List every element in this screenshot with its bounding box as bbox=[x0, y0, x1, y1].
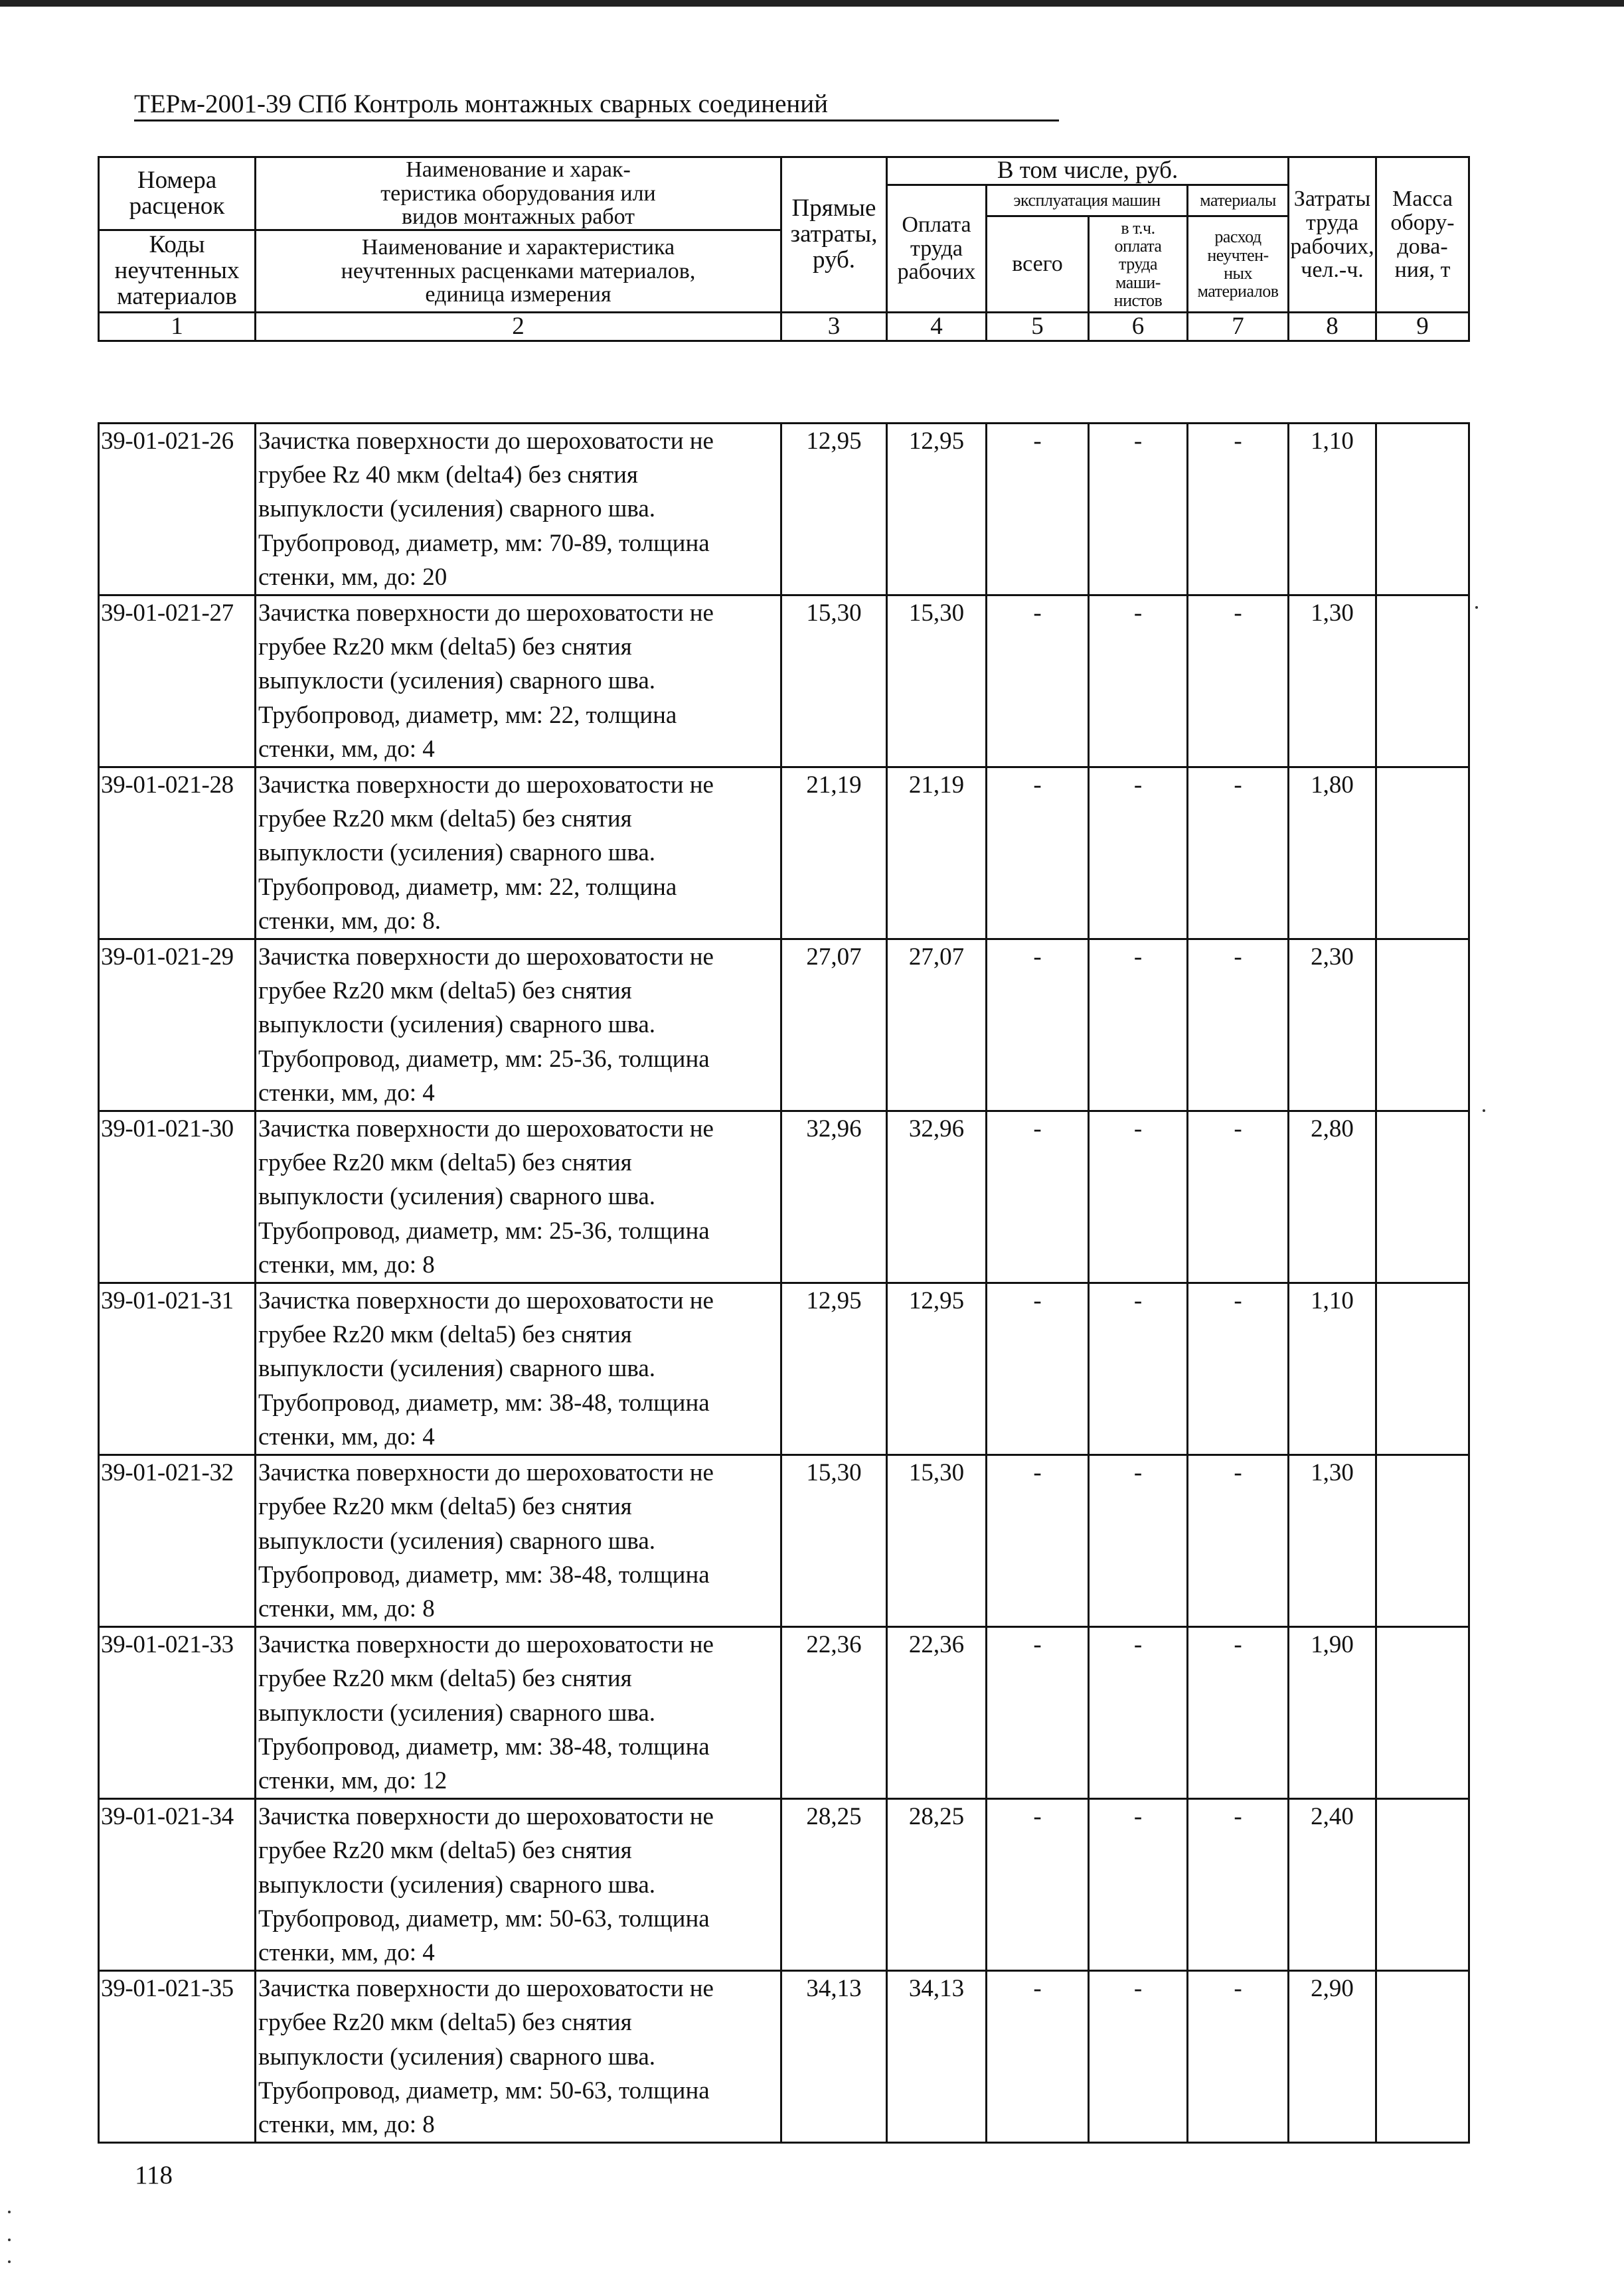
column-number: 8 bbox=[1289, 313, 1376, 341]
description-line: стенки, мм, до: 4 bbox=[258, 735, 435, 763]
header-line: Прямые bbox=[791, 195, 876, 222]
work-description bbox=[256, 1799, 781, 1971]
equipment-mass-value bbox=[1376, 1455, 1469, 1627]
description-line: выпуклости (усиления) сварного шва. bbox=[258, 667, 656, 695]
direct-costs-value: 34,13 bbox=[781, 1971, 887, 2143]
labor-hours-value: 1,30 bbox=[1289, 1455, 1376, 1627]
header-line: теристика оборудования или bbox=[380, 181, 656, 206]
machines-total-value: - bbox=[987, 424, 1089, 595]
rate-code: 39-01-021-30 bbox=[99, 1111, 256, 1283]
machinist-wages-value: - bbox=[1089, 424, 1188, 595]
labor-wages-value: 32,96 bbox=[887, 1111, 987, 1283]
header-line: единица измерения bbox=[425, 282, 611, 307]
equipment-mass-value bbox=[1376, 595, 1469, 767]
column-number: 4 bbox=[887, 313, 987, 341]
header-line: видов монтажных работ bbox=[401, 204, 635, 230]
header-line: труда bbox=[1305, 210, 1359, 235]
header-line: Масса bbox=[1392, 187, 1453, 212]
description-line: Трубопровод, диаметр, мм: 38-48, толщина bbox=[258, 1561, 710, 1589]
rate-code: 39-01-021-31 bbox=[99, 1283, 256, 1455]
description-line: выпуклости (усиления) сварного шва. bbox=[258, 1183, 656, 1211]
table-header bbox=[98, 156, 1470, 342]
labor-wages-value: 15,30 bbox=[887, 595, 987, 767]
header-material-codes bbox=[99, 230, 256, 313]
direct-costs-value: 15,30 bbox=[781, 1455, 887, 1627]
header-rate-numbers bbox=[99, 157, 256, 230]
labor-wages-value: 34,13 bbox=[887, 1971, 987, 2143]
description-line: стенки, мм, до: 8. bbox=[258, 907, 442, 935]
description-line: Зачистка поверхности до шероховатости не bbox=[258, 1115, 714, 1143]
work-description bbox=[256, 595, 781, 767]
header-line: материалов bbox=[117, 282, 237, 310]
work-description bbox=[256, 939, 781, 1111]
machinist-wages-value: - bbox=[1089, 595, 1188, 767]
materials-value: - bbox=[1188, 1971, 1289, 2143]
machines-total-value: - bbox=[987, 1799, 1089, 1971]
header-line: рабочих, bbox=[1290, 234, 1374, 259]
materials-value: - bbox=[1188, 767, 1289, 939]
description-line: грубее Rz20 мкм (delta5) без снятия bbox=[258, 1321, 632, 1349]
direct-costs-value: 15,30 bbox=[781, 595, 887, 767]
column-number: 2 bbox=[256, 313, 781, 341]
equipment-mass-value bbox=[1376, 1283, 1469, 1455]
description-line: выпуклости (усиления) сварного шва. bbox=[258, 495, 656, 523]
header-line: расценок bbox=[129, 192, 225, 220]
table-row bbox=[99, 939, 1469, 1111]
description-line: выпуклости (усиления) сварного шва. bbox=[258, 1871, 656, 1899]
table-row bbox=[99, 1111, 1469, 1283]
description-line: Трубопровод, диаметр, мм: 25-36, толщина bbox=[258, 1045, 710, 1073]
labor-hours-value: 2,40 bbox=[1289, 1799, 1376, 1971]
equipment-mass-value bbox=[1376, 939, 1469, 1111]
labor-hours-value: 1,80 bbox=[1289, 767, 1376, 939]
labor-wages-value: 22,36 bbox=[887, 1627, 987, 1799]
description-line: Зачистка поверхности до шероховатости не bbox=[258, 428, 714, 455]
header-worker-wages bbox=[887, 185, 987, 313]
header-line: руб. bbox=[812, 246, 856, 274]
work-description bbox=[256, 1971, 781, 2143]
description-line: стенки, мм, до: 8 bbox=[258, 2110, 435, 2138]
materials-value: - bbox=[1188, 1455, 1289, 1627]
description-line: грубее Rz20 мкм (delta5) без снятия bbox=[258, 977, 632, 1005]
machinist-wages-value: - bbox=[1089, 939, 1188, 1111]
table-row bbox=[99, 1455, 1469, 1627]
description-line: Зачистка поверхности до шероховатости не bbox=[258, 1975, 714, 2003]
description-line: выпуклости (усиления) сварного шва. bbox=[258, 1527, 656, 1555]
header-line: расход bbox=[1214, 227, 1261, 247]
machines-total-value: - bbox=[987, 767, 1089, 939]
description-line: Трубопровод, диаметр, мм: 22, толщина bbox=[258, 873, 677, 901]
description-line: стенки, мм, до: 8 bbox=[258, 1595, 435, 1622]
machinist-wages-value: - bbox=[1089, 1627, 1188, 1799]
header-line: ных bbox=[1224, 264, 1252, 283]
description-line: Трубопровод, диаметр, мм: 22, толщина bbox=[258, 701, 677, 729]
header-line: Номера bbox=[137, 166, 217, 194]
header-line: чел.-ч. bbox=[1301, 258, 1364, 283]
description-line: грубее Rz20 мкм (delta5) без снятия bbox=[258, 633, 632, 661]
description-line: Трубопровод, диаметр, мм: 38-48, толщина bbox=[258, 1733, 710, 1761]
description-line: Трубопровод, диаметр, мм: 25-36, толщина bbox=[258, 1217, 710, 1245]
header-line: Наименование и характеристика bbox=[361, 235, 675, 260]
description-line: выпуклости (усиления) сварного шва. bbox=[258, 1355, 656, 1383]
column-number: 5 bbox=[987, 313, 1089, 341]
header-machines-total: всего bbox=[987, 216, 1089, 313]
description-line: выпуклости (усиления) сварного шва. bbox=[258, 2043, 656, 2071]
scan-speck bbox=[1483, 1109, 1485, 1112]
column-number: 3 bbox=[781, 313, 887, 341]
description-line: Зачистка поверхности до шероховатости не bbox=[258, 1803, 714, 1831]
description-line: Зачистка поверхности до шероховатости не bbox=[258, 1287, 714, 1315]
equipment-mass-value bbox=[1376, 1111, 1469, 1283]
table-row bbox=[99, 1283, 1469, 1455]
header-unaccounted-materials bbox=[1188, 216, 1289, 313]
header-line: неучтенных расценками материалов, bbox=[341, 258, 696, 283]
rate-code: 39-01-021-29 bbox=[99, 939, 256, 1111]
header-line: затраты, bbox=[790, 220, 878, 248]
rates-table bbox=[98, 422, 1470, 2144]
header-material-name bbox=[256, 230, 781, 313]
header-line: обору- bbox=[1390, 210, 1455, 235]
header-equipment-mass bbox=[1376, 157, 1469, 313]
machinist-wages-value: - bbox=[1089, 1455, 1188, 1627]
description-line: Зачистка поверхности до шероховатости не bbox=[258, 599, 714, 627]
title-underline bbox=[134, 119, 1059, 121]
equipment-mass-value bbox=[1376, 1627, 1469, 1799]
rate-code: 39-01-021-34 bbox=[99, 1799, 256, 1971]
header-machinist-wages bbox=[1089, 216, 1188, 313]
labor-hours-value: 2,30 bbox=[1289, 939, 1376, 1111]
direct-costs-value: 32,96 bbox=[781, 1111, 887, 1283]
description-line: грубее Rz20 мкм (delta5) без снятия bbox=[258, 1149, 632, 1177]
machines-total-value: - bbox=[987, 1111, 1089, 1283]
header-line: материалов bbox=[1197, 281, 1279, 301]
description-line: стенки, мм, до: 8 bbox=[258, 1251, 435, 1279]
header-line: маши- bbox=[1115, 272, 1161, 292]
header-materials-group: материалы bbox=[1188, 185, 1289, 216]
scan-speck bbox=[8, 2239, 11, 2241]
description-line: грубее Rz20 мкм (delta5) без снятия bbox=[258, 805, 632, 833]
column-number: 7 bbox=[1188, 313, 1289, 341]
equipment-mass-value bbox=[1376, 424, 1469, 595]
materials-value: - bbox=[1188, 424, 1289, 595]
machines-total-value: - bbox=[987, 1283, 1089, 1455]
description-line: грубее Rz20 мкм (delta5) без снятия bbox=[258, 1837, 632, 1865]
equipment-mass-value bbox=[1376, 1971, 1469, 2143]
header-line: в т.ч. bbox=[1121, 218, 1155, 238]
description-line: грубее Rz20 мкм (delta5) без снятия bbox=[258, 2009, 632, 2037]
description-line: Трубопровод, диаметр, мм: 50-63, толщина bbox=[258, 2077, 710, 2104]
header-line: труда bbox=[1119, 254, 1157, 274]
description-line: Зачистка поверхности до шероховатости не bbox=[258, 1631, 714, 1659]
direct-costs-value: 22,36 bbox=[781, 1627, 887, 1799]
rate-code: 39-01-021-26 bbox=[99, 424, 256, 595]
equipment-mass-value bbox=[1376, 767, 1469, 939]
description-line: стенки, мм, до: 4 bbox=[258, 1938, 435, 1966]
rate-code: 39-01-021-35 bbox=[99, 1971, 256, 2143]
direct-costs-value: 12,95 bbox=[781, 424, 887, 595]
header-line: ния, т bbox=[1394, 258, 1451, 283]
labor-hours-value: 1,10 bbox=[1289, 424, 1376, 595]
description-line: Трубопровод, диаметр, мм: 38-48, толщина bbox=[258, 1389, 710, 1417]
materials-value: - bbox=[1188, 939, 1289, 1111]
description-line: Зачистка поверхности до шероховатости не bbox=[258, 1459, 714, 1487]
document-title: ТЕРм-2001-39 СПб Контроль монтажных сварных соединений bbox=[134, 90, 829, 118]
materials-value: - bbox=[1188, 1283, 1289, 1455]
labor-hours-value: 2,80 bbox=[1289, 1111, 1376, 1283]
machinist-wages-value: - bbox=[1089, 1971, 1188, 2143]
column-number: 6 bbox=[1089, 313, 1188, 341]
header-labor-hours bbox=[1289, 157, 1376, 313]
equipment-mass-value bbox=[1376, 1799, 1469, 1971]
direct-costs-value: 21,19 bbox=[781, 767, 887, 939]
header-machines-group: эксплуатация машин bbox=[987, 185, 1188, 216]
labor-wages-value: 12,95 bbox=[887, 1283, 987, 1455]
description-line: выпуклости (усиления) сварного шва. bbox=[258, 1699, 656, 1727]
header-line: труда bbox=[910, 236, 963, 261]
labor-hours-value: 1,90 bbox=[1289, 1627, 1376, 1799]
header-line: дова- bbox=[1397, 234, 1448, 259]
direct-costs-value: 28,25 bbox=[781, 1799, 887, 1971]
work-description bbox=[256, 767, 781, 939]
header-including-group: В том числе, руб. bbox=[887, 157, 1289, 185]
table-row bbox=[99, 1971, 1469, 2143]
header-direct-costs bbox=[781, 157, 887, 313]
header-line: Наименование и харак- bbox=[406, 157, 631, 182]
rate-code: 39-01-021-32 bbox=[99, 1455, 256, 1627]
table-row bbox=[99, 424, 1469, 595]
column-number: 1 bbox=[99, 313, 256, 341]
description-line: грубее Rz 40 мкм (delta4) без снятия bbox=[258, 461, 638, 489]
materials-value: - bbox=[1188, 1111, 1289, 1283]
work-description bbox=[256, 1111, 781, 1283]
description-line: стенки, мм, до: 4 bbox=[258, 1423, 435, 1451]
header-line: неучтенных bbox=[114, 257, 240, 285]
header-line: неучтен- bbox=[1207, 245, 1269, 265]
materials-value: - bbox=[1188, 595, 1289, 767]
header-line: Оплата bbox=[902, 212, 971, 237]
header-line: оплата bbox=[1114, 236, 1162, 256]
labor-hours-value: 2,90 bbox=[1289, 1971, 1376, 2143]
machines-total-value: - bbox=[987, 1627, 1089, 1799]
work-description bbox=[256, 1627, 781, 1799]
machinist-wages-value: - bbox=[1089, 1111, 1188, 1283]
rate-code: 39-01-021-33 bbox=[99, 1627, 256, 1799]
description-line: грубее Rz20 мкм (delta5) без снятия bbox=[258, 1493, 632, 1521]
labor-hours-value: 1,10 bbox=[1289, 1283, 1376, 1455]
labor-wages-value: 21,19 bbox=[887, 767, 987, 939]
page-number: 118 bbox=[135, 2161, 173, 2189]
machinist-wages-value: - bbox=[1089, 767, 1188, 939]
description-line: стенки, мм, до: 12 bbox=[258, 1767, 447, 1794]
description-line: Зачистка поверхности до шероховатости не bbox=[258, 771, 714, 799]
table-row bbox=[99, 1799, 1469, 1971]
work-description bbox=[256, 1455, 781, 1627]
materials-value: - bbox=[1188, 1799, 1289, 1971]
labor-wages-value: 12,95 bbox=[887, 424, 987, 595]
header-line: Затраты bbox=[1293, 187, 1371, 212]
description-line: стенки, мм, до: 4 bbox=[258, 1079, 435, 1107]
header-work-name bbox=[256, 157, 781, 230]
table-row bbox=[99, 595, 1469, 767]
machines-total-value: - bbox=[987, 1971, 1089, 2143]
direct-costs-value: 12,95 bbox=[781, 1283, 887, 1455]
table-row bbox=[99, 1627, 1469, 1799]
machines-total-value: - bbox=[987, 1455, 1089, 1627]
description-line: Трубопровод, диаметр, мм: 50-63, толщина bbox=[258, 1905, 710, 1932]
labor-wages-value: 28,25 bbox=[887, 1799, 987, 1971]
header-line: рабочих bbox=[897, 260, 976, 285]
materials-value: - bbox=[1188, 1627, 1289, 1799]
description-line: Зачистка поверхности до шероховатости не bbox=[258, 943, 714, 971]
header-line: нистов bbox=[1113, 290, 1163, 310]
header-line: Коды bbox=[149, 231, 205, 259]
scan-speck bbox=[1475, 606, 1478, 609]
machines-total-value: - bbox=[987, 595, 1089, 767]
description-line: Трубопровод, диаметр, мм: 70-89, толщина bbox=[258, 529, 710, 557]
labor-hours-value: 1,30 bbox=[1289, 595, 1376, 767]
work-description bbox=[256, 424, 781, 595]
description-line: выпуклости (усиления) сварного шва. bbox=[258, 839, 656, 867]
rate-code: 39-01-021-27 bbox=[99, 595, 256, 767]
work-description bbox=[256, 1283, 781, 1455]
top-border-rule bbox=[0, 0, 1624, 7]
labor-wages-value: 15,30 bbox=[887, 1455, 987, 1627]
column-number: 9 bbox=[1376, 313, 1469, 341]
rate-code: 39-01-021-28 bbox=[99, 767, 256, 939]
table-row bbox=[99, 767, 1469, 939]
description-line: грубее Rz20 мкм (delta5) без снятия bbox=[258, 1665, 632, 1693]
description-line: стенки, мм, до: 20 bbox=[258, 563, 447, 591]
machinist-wages-value: - bbox=[1089, 1799, 1188, 1971]
scan-speck bbox=[8, 2211, 11, 2213]
direct-costs-value: 27,07 bbox=[781, 939, 887, 1111]
labor-wages-value: 27,07 bbox=[887, 939, 987, 1111]
description-line: выпуклости (усиления) сварного шва. bbox=[258, 1011, 656, 1039]
machinist-wages-value: - bbox=[1089, 1283, 1188, 1455]
machines-total-value: - bbox=[987, 939, 1089, 1111]
scan-speck bbox=[8, 2260, 11, 2263]
